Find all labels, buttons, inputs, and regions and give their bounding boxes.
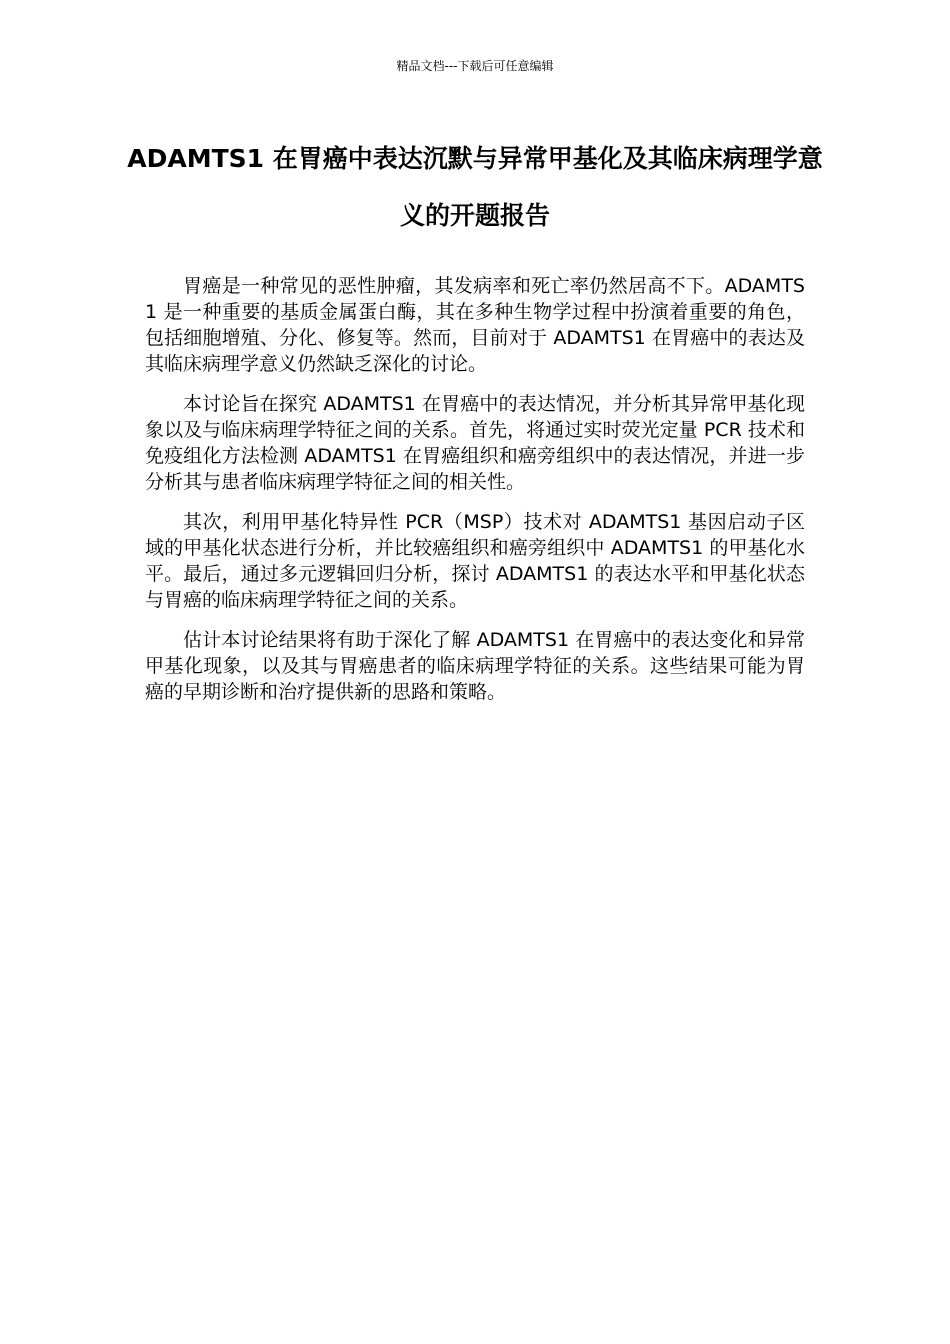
paragraph-3: 其次，利用甲基化特异性 PCR（MSP）技术对 ADAMTS1 基因启动子区域的甲基化状态进行分析，并比较癌组织和癌旁组织中 ADAMTS1 的甲基化水平。最后，通过多元逻辑回归分析，探讨 ADAMTS1 的表达水平和甲基化状态与胃癌的临床病理学特征之间的关系。	[145, 511, 805, 611]
header-note: 精品文档---下载后可任意编辑	[396, 59, 554, 73]
document-title: ADAMTS1 在胃癌中表达沉默与异常甲基化及其临床病理学意义的开题报告	[127, 144, 823, 230]
paragraph-1: 胃癌是一种常见的恶性肿瘤，其发病率和死亡率仍然居高不下。ADAMTS1 是一种重要的基质金属蛋白酶，其在多种生物学过程中扮演着重要的角色，包括细胞增殖、分化、修复等。然而，目前对于 ADAMTS1 在胃癌中的表达及其临床病理学意义仍然缺乏深化的讨论。	[145, 275, 805, 375]
paragraph-2: 本讨论旨在探究 ADAMTS1 在胃癌中的表达情况，并分析其异常甲基化现象以及与临床病理学特征之间的关系。首先，将通过实时荧光定量 PCR 技术和免疫组化方法检测 ADAMTS1 在胃癌组织和癌旁组织中的表达情况，并进一步分析其与患者临床病理学特征之间的相关性。	[145, 393, 805, 493]
paragraph-4: 估计本讨论结果将有助于深化了解 ADAMTS1 在胃癌中的表达变化和异常甲基化现象，以及其与胃癌患者的临床病理学特征的关系。这些结果可能为胃癌的早期诊断和治疗提供新的思路和策略。	[145, 629, 805, 703]
document-body	[145, 273, 805, 719]
